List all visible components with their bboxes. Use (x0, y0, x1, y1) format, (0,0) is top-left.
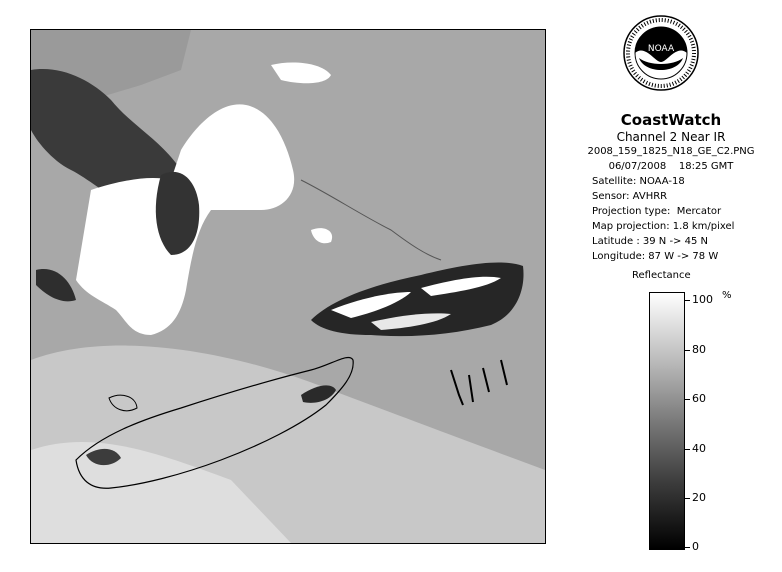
legend-label-80: 80 (692, 343, 706, 356)
legend-tick-60 (684, 399, 690, 400)
longitude-label: Longitude: 87 W -> 78 W (592, 251, 719, 262)
legend-label-100: 100 (692, 293, 713, 306)
date-time-label: 06/07/2008 18:25 GMT (608, 161, 734, 172)
noaa-logo (622, 14, 700, 110)
map-svg (31, 30, 545, 543)
legend-title: Reflectance (632, 270, 691, 281)
latitude-label: Latitude : 39 N -> 45 N (592, 236, 708, 247)
satellite-map (30, 29, 546, 544)
legend-tick-20 (684, 498, 690, 499)
legend-tick-40 (684, 449, 690, 450)
legend-label-20: 20 (692, 491, 706, 504)
channel-label: Channel 2 Near IR (616, 130, 726, 144)
legend-tick-0 (684, 547, 690, 548)
legend-label-40: 40 (692, 442, 706, 455)
filename-label: 2008_159_1825_N18_GE_C2.PNG (587, 146, 755, 157)
reflectance-colorbar (649, 292, 685, 550)
satellite-label: Satellite: NOAA-18 (592, 176, 685, 187)
info-panel (560, 112, 782, 264)
map-projection-label: Map projection: 1.8 km/pixel (592, 221, 735, 232)
logo-center-text: NOAA (647, 44, 675, 54)
sensor-label: Sensor: AVHRR (592, 191, 668, 202)
legend-tick-80 (684, 350, 690, 351)
brand-title: CoastWatch (620, 111, 722, 129)
legend-unit: % (722, 290, 732, 301)
legend-label-60: 60 (692, 392, 706, 405)
legend-label-0: 0 (692, 540, 699, 553)
projection-type-label: Projection type: Mercator (592, 206, 722, 217)
legend-tick-100 (684, 300, 690, 301)
